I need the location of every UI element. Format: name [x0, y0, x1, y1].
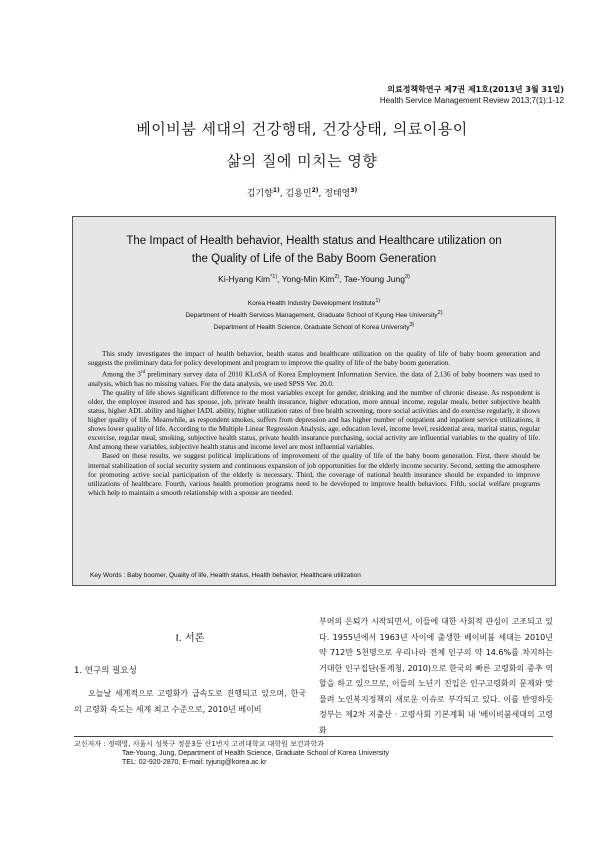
correspondence-footnote: [74, 740, 389, 767]
affiliation-text: Korea Health Industry Development Institute: [247, 300, 376, 308]
ordinal-suffix: rd: [140, 370, 146, 376]
korean-title-line2: 삶의 질에 미치는 영향: [226, 152, 378, 170]
body-text-right-column: 부머의 은퇴가 시작되면서, 이들에 대한 사회적 관심이 고조되고 있다. 1955년에서 1963년 사이에 출생한 베이비붐 세대는 2010년 약 712만 5천명으로 우리나라 전체 인구의 약 14.6%를 차지하는 거대한 인구집단(통계청, 2010)으로 한국의 빠른 고령화의 중추 역할을 하고 있으므로, 이들의 노년기 진입은 인구고령화의 문제와 맞물려 노인복지정책의 새로운 이슈로 부각되고 있다. 이를 반영하듯 정부는 제2차 저출산 · 고령사회 기본계획 내 '베이비붐세대의 고령화: [319, 617, 553, 735]
english-title: [86, 232, 542, 268]
author-mark: 2): [311, 187, 319, 194]
english-title-line2: the Quality of Life of the Baby Boom Generation: [191, 253, 437, 265]
author-name: 김용민: [285, 189, 312, 199]
affiliation-3: [86, 322, 542, 331]
author-mark: *1): [270, 274, 278, 281]
affiliation-text: Department of Health Science, Graduate School of Korea University: [213, 324, 410, 332]
abstract-paragraph: Based on these results, we suggest political implications of improvement of the quality of life of the baby boom generation. First, there should be internal stabilization of social security system and continuous expansion of job opportunities for the elderly income security. Second, setting the atmosphere for promoting active social participation of the elderly is necessary. Third, the coverage of national health insurance should be expanded to improve utilizations of healthcare. Fourth, various health promotion programs need to be developed to improve health behaviors. Fifth, social welfare programs which help to maintain a smooth relationship with a spouse are needed.: [88, 452, 540, 497]
affiliation-mark: 3): [409, 322, 415, 328]
affiliation-mark: 1): [375, 298, 381, 304]
correspondence-korean: 교신저자 : 정태영, 서울시 성북구 정릉3동 산1번지 고려대학교 대학원 보건과학과: [74, 740, 324, 748]
author-name: Ki-Hyang Kim: [218, 274, 271, 284]
subsection-heading: 1. 연구의 필요성: [74, 666, 137, 676]
korean-title-line1: 베이비붐 세대의 건강행태, 건강상태, 의료이용이: [136, 120, 468, 138]
affiliation-text: Department of Health Services Management, Graduate School of Kyung Hee University: [185, 312, 438, 320]
body-text-left-column: 오늘날 세계적으로 고령화가 급속도로 진행되고 있으며, 한국의 고령화 속도는 세계 최고 수준으로, 2010년 베이비: [74, 689, 306, 714]
abstract-paragraph: The quality of life shows significant difference to the most variables except for gender, drinking and the number of chronic disease. As respondent is older, the employee insured and has spouse, job, private health insurance, higher education, more annual income, regular meals, better subjective health status, higher ADL ability and higher IADL ability, higher utilization rates of free health screening, more social activities and do exercise regularly, it shows higher quality of life. Meanwhile, as respondent smokes, suffers from depression and has higher number of outpatient and inpatient service utilizations, it shows lower quality of life. According to the Multiple Linear Regression Analysis, age, education level, income level, residential area, marital status, regular excercise, regular meal, smoking, subjective health status, private health insurance purchasing, social activity are influential variables to the quality of life. And among these variables, subjective health status and income level are most influential variables.: [88, 388, 540, 452]
author-name: Tae-Young Jung: [343, 274, 405, 284]
author-name: 정태영: [324, 189, 351, 199]
abstract-paragraph: [88, 368, 540, 389]
abstract-text-part: Among the 3: [102, 370, 141, 379]
author-mark: 2): [334, 274, 340, 281]
abstract-text-part: preliminary survey data of 2010 KLoSA of Korea Employment Information Service, the data of 2,136 of baby boomers was used to analysis, which has no missing values. For the data analysis, we used SPSS Ver. 20.0.: [88, 370, 541, 388]
english-title-line1: The Impact of Health behavior, Health status and Healthcare utilization on: [126, 235, 502, 247]
author-name: 김기향: [246, 189, 273, 199]
section-heading: Ⅰ. 서론: [175, 633, 205, 644]
footnote-divider: [74, 736, 553, 737]
author-mark: 3): [404, 274, 410, 281]
journal-header-korean: 의료정책학연구 제7권 제1호(2013년 3월 31일): [387, 85, 564, 94]
author-mark: 3): [350, 187, 358, 194]
correspondence-contact: TEL: 02-920-2870, E-mail: tyjung@korea.ac.kr: [122, 759, 267, 766]
journal-header-english: Health Service Management Review 2013;7(1):1-12: [379, 96, 564, 105]
abstract-text: [88, 350, 540, 498]
author-name: Yong-Min Kim: [281, 274, 335, 284]
author-mark: 1): [272, 187, 280, 194]
english-authors: Ki-Hyang Kim$^{*1)}$, Yong-Min Kim$^{2)}$, Tae-Young Jung$^{3)}$: [218, 274, 410, 284]
affiliation-1: [86, 298, 542, 307]
keywords: Key Words : Baby boomer, Quality of life, Health status, Health behavior, Healthcare utilization: [90, 572, 361, 579]
abstract-paragraph: This study investigates the impact of health behavior, health status and healthcare utilization on the quality of life of baby boom generation and suggests the preliminary data for policy development and program to improve the quality of life of the baby boom generation.: [88, 350, 540, 368]
correspondence-english: Tae-Young, Jung, Department of Health Science, Graduate School of Korea University: [122, 750, 390, 757]
korean-authors: 김기향$^{1)}$, 김용민$^{2)}$, 정태영$^{3)}$: [246, 187, 358, 199]
affiliation-2: [86, 310, 542, 319]
affiliation-mark: 2): [437, 310, 443, 316]
